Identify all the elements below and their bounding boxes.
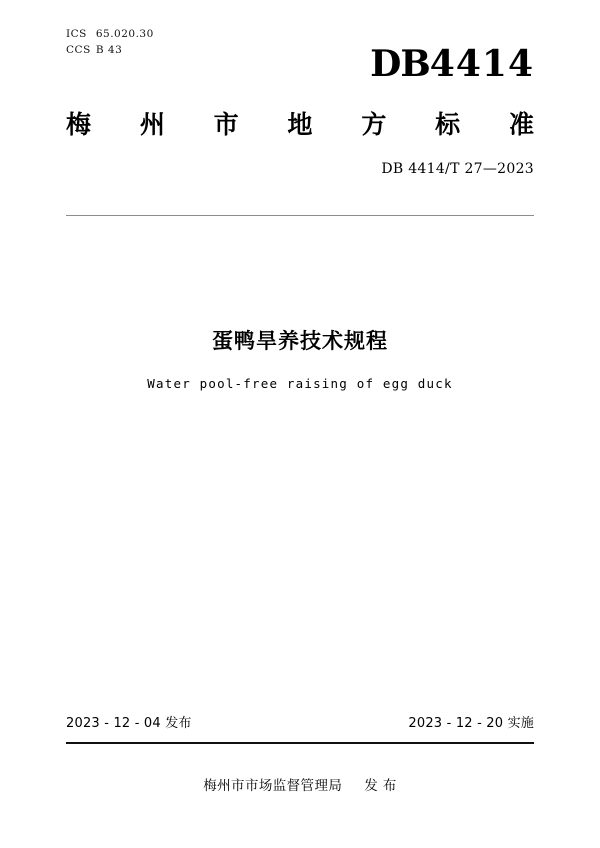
header-divider <box>66 215 534 216</box>
classification-codes <box>66 26 154 58</box>
issuer-action: 发 布 <box>364 778 397 794</box>
date-row <box>66 712 534 731</box>
db-digits: 4414 <box>429 43 534 85</box>
ics-value: 65.020.30 <box>95 28 154 40</box>
issue-date: 2023 - 12 - 04 发布 <box>66 716 192 731</box>
footer-divider <box>66 742 534 744</box>
issuer-name: 梅州市市场监督管理局 <box>203 778 343 794</box>
ccs-line <box>66 42 154 58</box>
standard-kind-title: 梅州市地方标准 <box>66 110 534 139</box>
document-title-en: Water pool-free raising of egg duck <box>147 376 453 391</box>
ics-label: ICS <box>66 28 87 40</box>
effective-date: 2023 - 12 - 20 实施 <box>408 716 534 731</box>
standard-code: DB 4414/T 27—2023 <box>381 161 534 177</box>
ccs-label: CCS <box>66 44 91 56</box>
db-mark <box>370 44 534 84</box>
ccs-value: B 43 <box>95 44 123 56</box>
document-title-cn: 蛋鸭旱养技术规程 <box>212 329 388 353</box>
db-prefix: DB <box>370 43 430 85</box>
ics-line <box>66 26 154 42</box>
issuer-line <box>0 774 600 794</box>
